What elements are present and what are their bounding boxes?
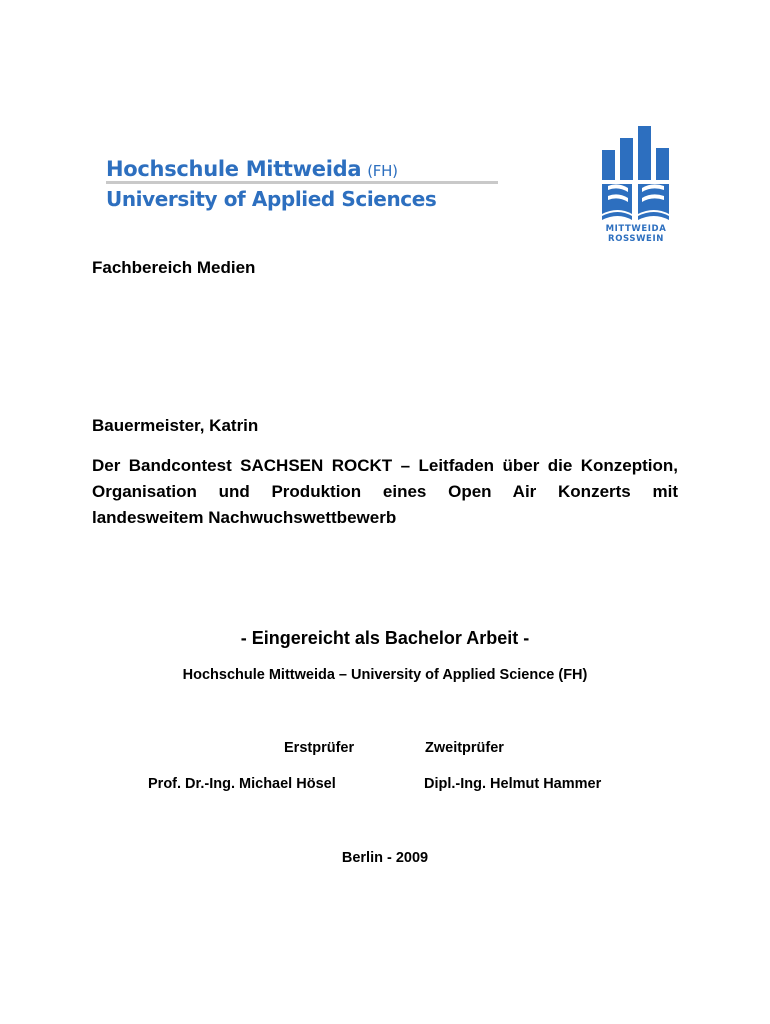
title-line: Organisation und Produktion eines Open Air Konzerts mit [92,482,678,501]
logo-caption-line2: ROSSWEIN [608,234,664,244]
second-examiner-name: Dipl.-Ing. Helmut Hammer [424,776,602,792]
first-examiner-name: Prof. Dr.-Ing. Michael Hösel [148,776,336,792]
logo-caption-line1: MITTWEIDA [605,224,667,234]
header-divider [106,181,498,184]
university-suffix: (FH) [367,162,398,180]
thesis-title [92,453,678,531]
submission-institution: Hochschule Mittweida – University of Applied Science (FH) [182,667,588,683]
title-line: landesweitem Nachwuchswettbewerb [92,508,397,527]
mittweida-rosswein-logo-icon [598,126,674,222]
first-examiner-label: Erstprüfer [284,740,355,756]
university-name [106,156,398,184]
university-name-text: Hochschule Mittweida [106,157,362,181]
university-subtitle: University of Applied Sciences [106,187,437,211]
submission-statement: - Eingereicht als Bachelor Arbeit - [240,628,530,648]
second-examiner-label: Zweitprüfer [425,740,504,756]
author-name: Bauermeister, Katrin [92,416,259,435]
department: Fachbereich Medien [92,258,256,277]
place-date: Berlin - 2009 [341,850,429,866]
title-line: Der Bandcontest SACHSEN ROCKT – Leitfaden über die Konzeption, [92,456,678,475]
logo-caption [596,224,676,244]
